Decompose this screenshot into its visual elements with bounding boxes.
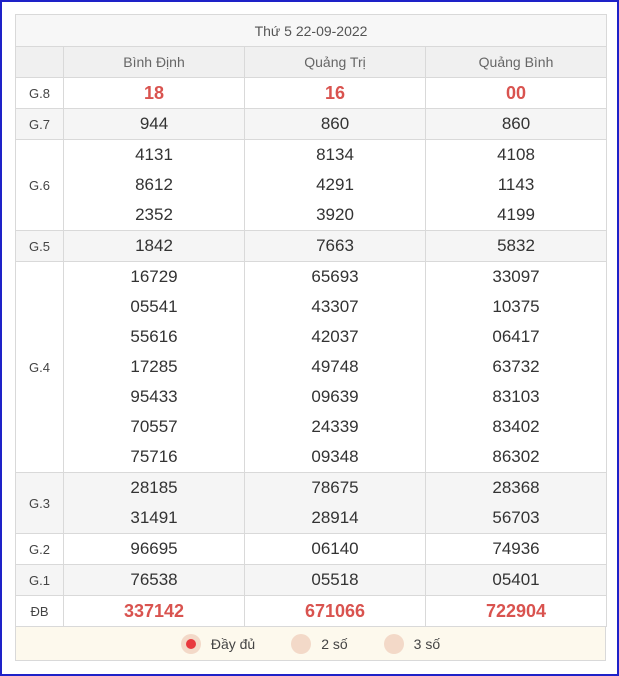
option-label: 2 số bbox=[321, 635, 348, 652]
prize-row bbox=[16, 596, 607, 627]
prize-number: 09639 bbox=[311, 387, 359, 406]
prize-number: 1143 bbox=[497, 175, 535, 194]
province-quang-tri: Quảng Trị bbox=[245, 47, 426, 78]
prize-cell bbox=[426, 78, 607, 109]
prize-number: 4199 bbox=[497, 205, 535, 224]
prize-number: 671066 bbox=[304, 601, 366, 621]
prize-number: 722904 bbox=[485, 601, 547, 621]
prize-number: 1842 bbox=[135, 236, 173, 255]
prize-row bbox=[16, 534, 607, 565]
prize-number: 5832 bbox=[497, 236, 535, 255]
prize-cell bbox=[64, 78, 245, 109]
prize-number: 16729 bbox=[130, 267, 178, 286]
prize-cell bbox=[245, 473, 426, 534]
prize-number: 63732 bbox=[492, 357, 540, 376]
prize-number: 18 bbox=[143, 83, 165, 103]
prize-number: 86302 bbox=[492, 447, 540, 466]
prize-label: G.4 bbox=[16, 262, 64, 473]
prize-number: 17285 bbox=[130, 357, 178, 376]
lottery-result-panel bbox=[15, 14, 606, 661]
prize-cell bbox=[426, 262, 607, 473]
prize-number: 7663 bbox=[316, 236, 354, 255]
prize-number: 49748 bbox=[311, 357, 359, 376]
results-table bbox=[15, 14, 607, 627]
prize-number: 42037 bbox=[311, 327, 359, 346]
prize-number: 75716 bbox=[130, 447, 178, 466]
radio-icon[interactable] bbox=[291, 634, 311, 654]
prize-cell bbox=[64, 534, 245, 565]
option-3-digits[interactable] bbox=[384, 634, 440, 654]
prize-number: 78675 bbox=[311, 478, 359, 497]
prize-number: 74936 bbox=[492, 539, 540, 558]
prize-cell bbox=[64, 109, 245, 140]
prize-number: 31491 bbox=[130, 508, 178, 527]
prize-number: 28368 bbox=[492, 478, 540, 497]
prize-number: 76538 bbox=[130, 570, 178, 589]
prize-number: 860 bbox=[320, 114, 350, 133]
prize-label: G.5 bbox=[16, 231, 64, 262]
prize-cell bbox=[426, 534, 607, 565]
prize-cell bbox=[245, 78, 426, 109]
results-body bbox=[16, 78, 607, 627]
prize-number: 05518 bbox=[311, 570, 359, 589]
radio-selected-icon[interactable] bbox=[181, 634, 201, 654]
prize-number: 06417 bbox=[492, 327, 540, 346]
prize-number: 860 bbox=[501, 114, 531, 133]
prize-cell bbox=[245, 565, 426, 596]
prize-label: G.1 bbox=[16, 565, 64, 596]
prize-cell bbox=[426, 596, 607, 627]
prize-number: 4131 bbox=[135, 145, 173, 164]
prize-row bbox=[16, 140, 607, 231]
prize-number: 70557 bbox=[130, 417, 178, 436]
prize-number: 05541 bbox=[130, 297, 178, 316]
province-header-row bbox=[16, 47, 607, 78]
prize-cell bbox=[64, 565, 245, 596]
prize-number: 3920 bbox=[316, 205, 354, 224]
prize-number: 10375 bbox=[492, 297, 540, 316]
prize-cell bbox=[245, 262, 426, 473]
prize-row bbox=[16, 262, 607, 473]
prize-number: 55616 bbox=[130, 327, 178, 346]
prize-number: 65693 bbox=[311, 267, 359, 286]
prize-cell bbox=[245, 140, 426, 231]
prize-cell bbox=[426, 473, 607, 534]
prize-number: 96695 bbox=[130, 539, 178, 558]
prize-number: 8612 bbox=[135, 175, 173, 194]
prize-cell bbox=[245, 109, 426, 140]
label-header bbox=[16, 47, 64, 78]
prize-label: G.8 bbox=[16, 78, 64, 109]
prize-number: 09348 bbox=[311, 447, 359, 466]
province-quang-binh: Quảng Bình bbox=[426, 47, 607, 78]
prize-number: 4291 bbox=[316, 175, 354, 194]
prize-cell bbox=[64, 262, 245, 473]
prize-number: 05401 bbox=[492, 570, 540, 589]
prize-number: 8134 bbox=[316, 145, 354, 164]
prize-number: 43307 bbox=[311, 297, 359, 316]
prize-cell bbox=[426, 140, 607, 231]
prize-cell bbox=[64, 473, 245, 534]
prize-number: 00 bbox=[505, 83, 527, 103]
prize-cell bbox=[64, 596, 245, 627]
prize-cell bbox=[426, 231, 607, 262]
prize-row bbox=[16, 565, 607, 596]
prize-number: 56703 bbox=[492, 508, 540, 527]
prize-row bbox=[16, 473, 607, 534]
prize-number: 2352 bbox=[135, 205, 173, 224]
digit-filter-bar bbox=[15, 627, 606, 661]
radio-icon[interactable] bbox=[384, 634, 404, 654]
prize-number: 06140 bbox=[311, 539, 359, 558]
prize-number: 33097 bbox=[492, 267, 540, 286]
prize-row bbox=[16, 78, 607, 109]
prize-number: 28185 bbox=[130, 478, 178, 497]
prize-number: 16 bbox=[324, 83, 346, 103]
prize-label: G.7 bbox=[16, 109, 64, 140]
prize-number: 83103 bbox=[492, 387, 540, 406]
prize-label: G.2 bbox=[16, 534, 64, 565]
prize-number: 337142 bbox=[123, 601, 185, 621]
prize-number: 944 bbox=[139, 114, 169, 133]
prize-label: G.6 bbox=[16, 140, 64, 231]
prize-cell bbox=[245, 231, 426, 262]
prize-number: 24339 bbox=[311, 417, 359, 436]
option-full[interactable] bbox=[181, 634, 255, 654]
table-title: Thứ 5 22-09-2022 bbox=[16, 15, 607, 47]
prize-cell bbox=[426, 565, 607, 596]
prize-number: 4108 bbox=[497, 145, 535, 164]
prize-row bbox=[16, 109, 607, 140]
province-binh-dinh: Bình Định bbox=[64, 47, 245, 78]
option-label: Đầy đủ bbox=[210, 635, 256, 652]
prize-number: 95433 bbox=[130, 387, 178, 406]
prize-row bbox=[16, 231, 607, 262]
option-label: 3 số bbox=[413, 635, 441, 652]
prize-label: G.3 bbox=[16, 473, 64, 534]
prize-cell bbox=[64, 231, 245, 262]
prize-cell bbox=[245, 596, 426, 627]
prize-cell bbox=[64, 140, 245, 231]
option-2-digits[interactable] bbox=[291, 634, 347, 654]
prize-label: ĐB bbox=[16, 596, 64, 627]
prize-number: 83402 bbox=[492, 417, 540, 436]
prize-number: 28914 bbox=[311, 508, 359, 527]
prize-cell bbox=[426, 109, 607, 140]
prize-cell bbox=[245, 534, 426, 565]
